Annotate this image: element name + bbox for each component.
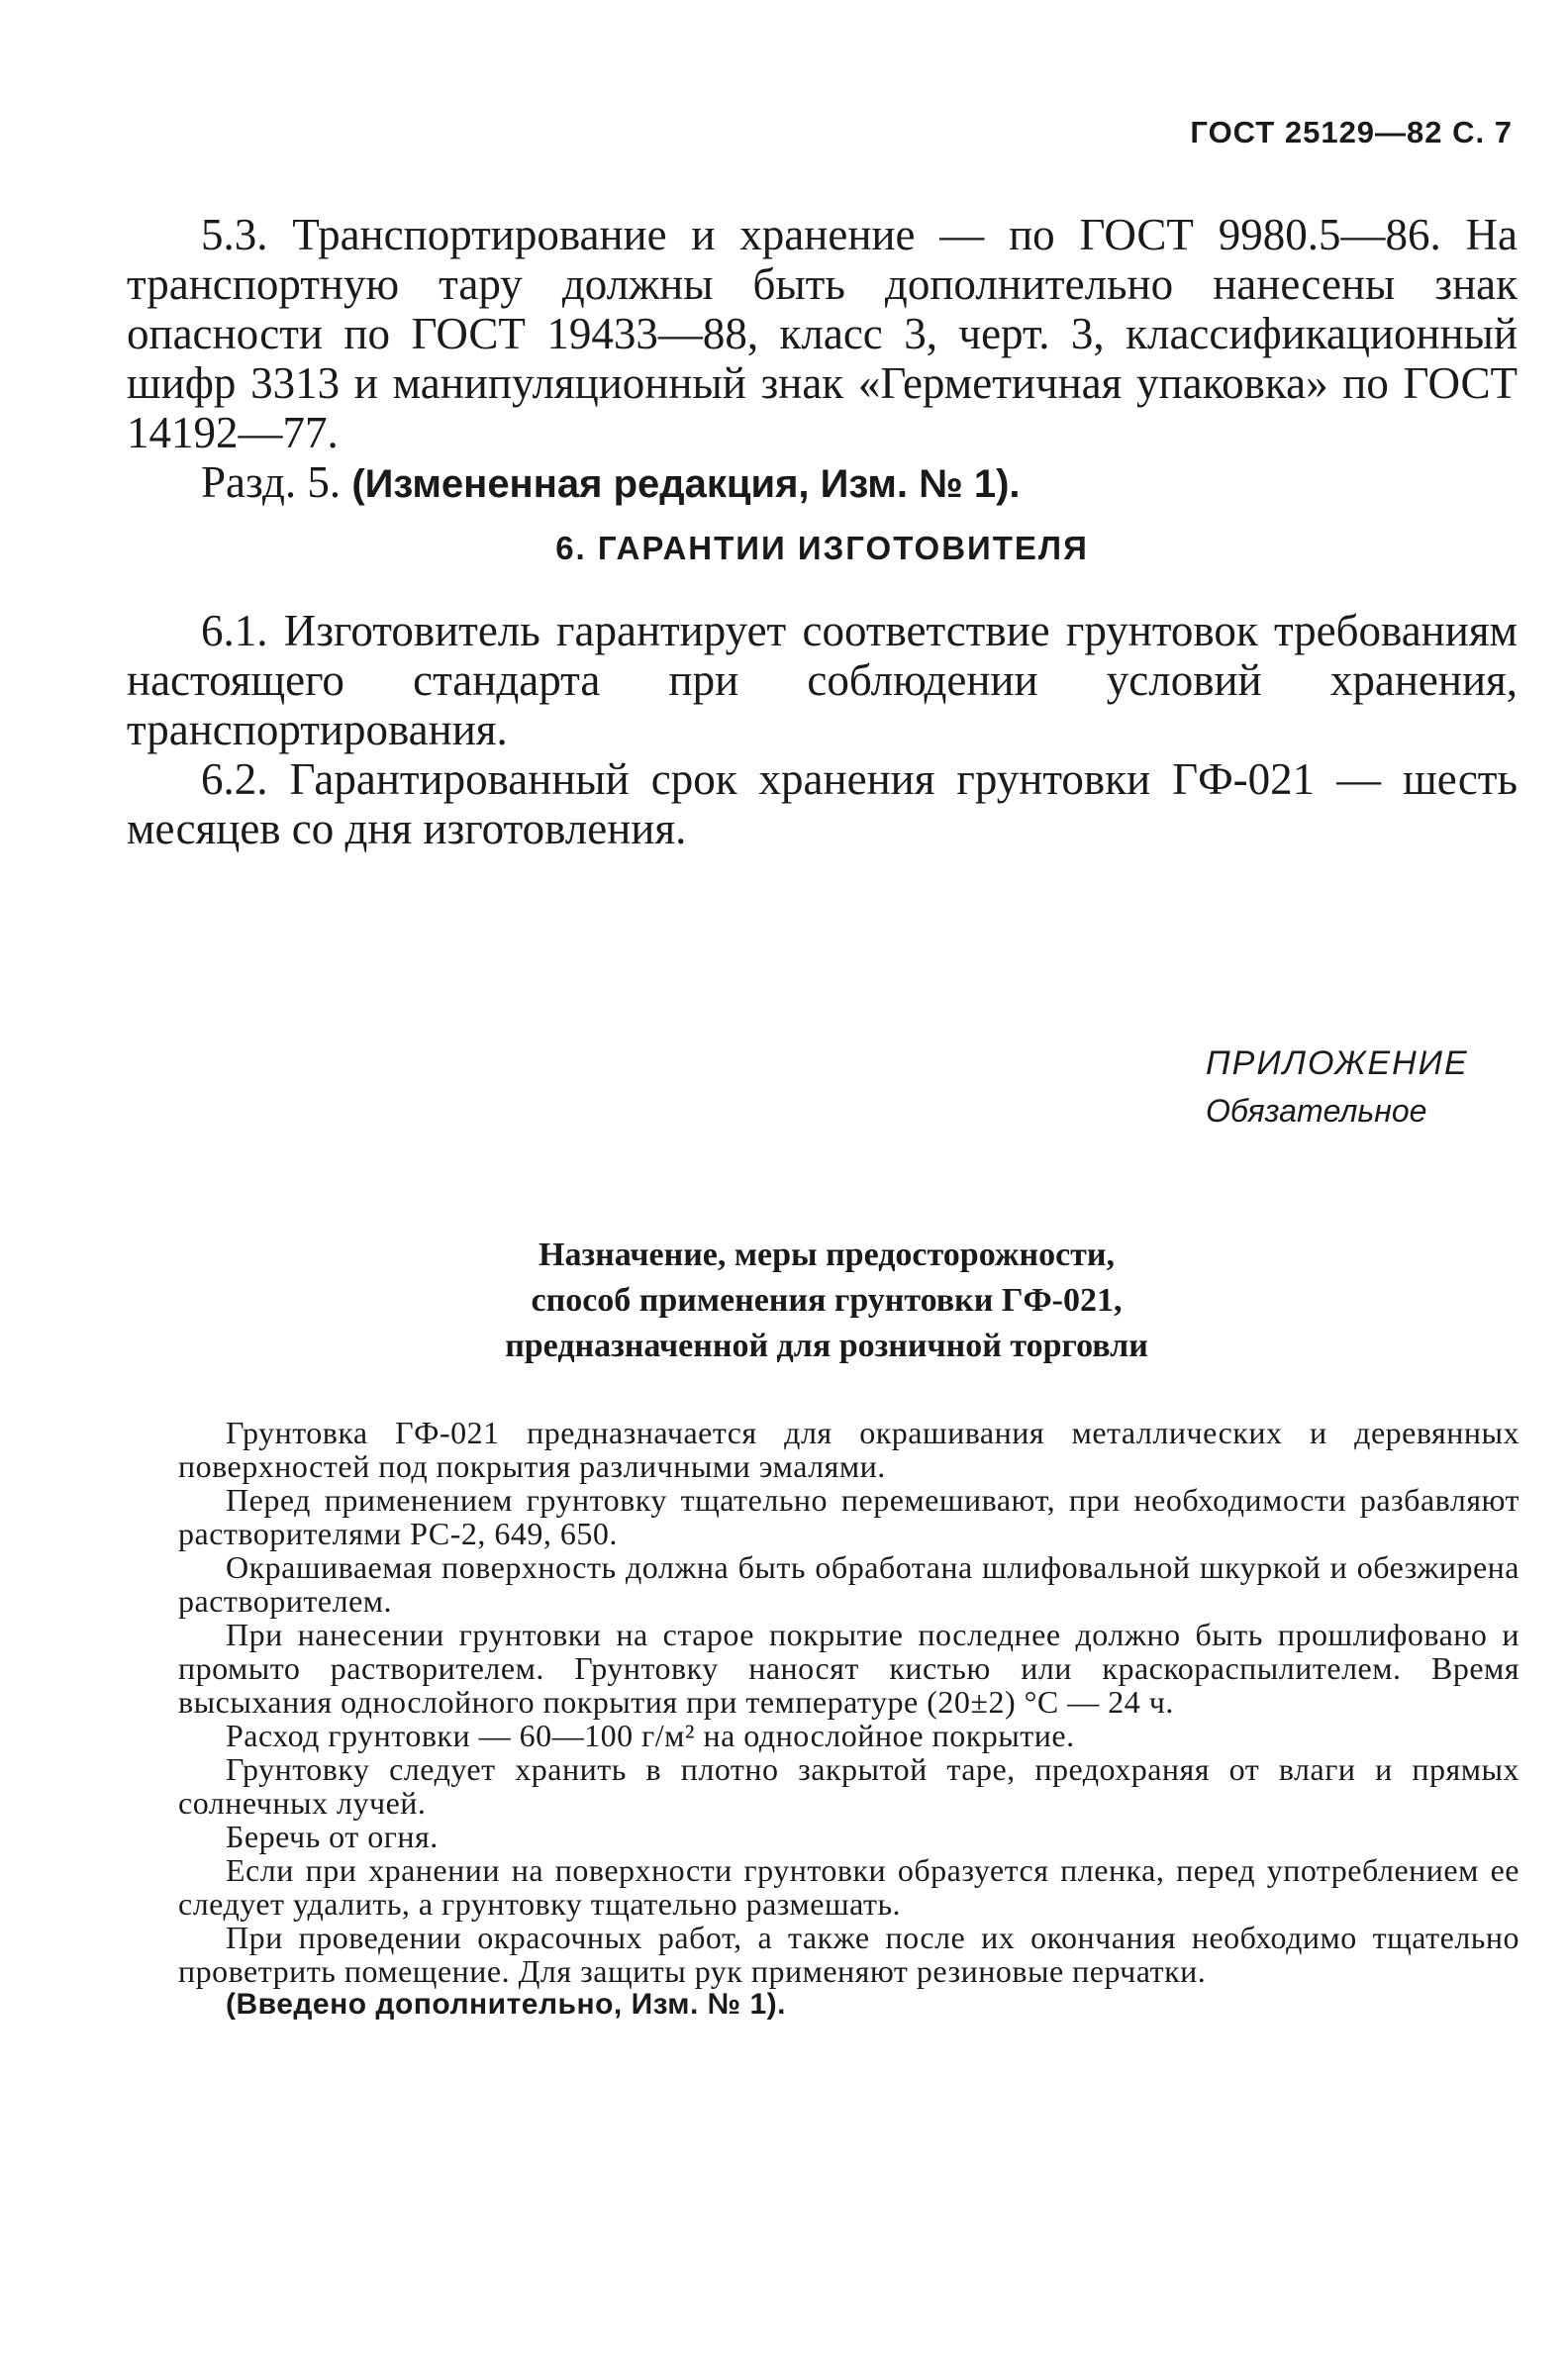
appendix-label-block	[1206, 1039, 1469, 1135]
appendix-label: ПРИЛОЖЕНИЕ	[1206, 1044, 1469, 1082]
appendix-paragraph: Грунтовка ГФ-021 предназначается для окрашивания металлических и деревянных поверхностей под покрытия различными эмалями.	[178, 1415, 1519, 1484]
appendix-sublabel: Обязательное	[1206, 1093, 1427, 1129]
appendix-title-line-3: предназначенной для розничной торговли	[505, 1328, 1148, 1364]
appendix-paragraph: Расход грунтовки — 60—100 г/м² на однослойное покрытие.	[226, 1718, 1075, 1753]
paragraph-6-1: 6.1. Изготовитель гарантирует соответствие грунтовок требованиям настоящего стандарта при соблюдении условий хранения, транспортирования.	[127, 606, 1518, 754]
appendix-paragraph: При проведении окрасочных работ, а также после их окончания необходимо тщательно проветрить помещение. Для защиты рук применяют резиновые перчатки.	[178, 1920, 1519, 1989]
appendix-paragraph: Если при хранении на поверхности грунтовки образуется пленка, перед употреблением ее следует удалить, а грунтовку тщательно размешать.	[178, 1852, 1519, 1922]
section-5-change-note	[127, 457, 1518, 509]
change-note-bold: (Измененная редакция, Изм. № 1).	[351, 462, 1021, 506]
appendix-title	[297, 1233, 1356, 1369]
appendix-title-line-1: Назначение, меры предосторожности,	[539, 1236, 1115, 1273]
appendix-title-line-2: способ применения грунтовки ГФ-021,	[531, 1282, 1123, 1319]
appendix-body	[178, 1416, 1519, 2022]
appendix-paragraph: Перед применением грунтовку тщательно перемешивают, при необходимости разбавляют растворителями РС-2, 649, 650.	[178, 1482, 1519, 1551]
appendix-paragraph: Беречь от огня.	[226, 1819, 439, 1854]
section-6-title: 6. ГАРАНТИИ ИЗГОТОВИТЕЛЯ	[555, 530, 1089, 566]
appendix-footer-note: (Введено дополнительно, Изм. № 1).	[226, 1988, 786, 2021]
section-5-block	[127, 210, 1518, 509]
paragraph-6-2: 6.2. Гарантированный срок хранения грунтовки ГФ-021 — шесть месяцев со дня изготовления.	[127, 754, 1518, 853]
change-note-prefix: Разд. 5.	[201, 457, 342, 507]
appendix-paragraph: Окрашиваемая поверхность должна быть обработана шлифовальной шкуркой и обезжирена растворителем.	[178, 1549, 1519, 1619]
paragraph-5-3: 5.3. Транспортирование и хранение — по ГОСТ 9980.5—86. На транспортную тару должны быть дополнительно нанесены знак опасности по ГОСТ 19433—88, класс 3, черт. 3, классификационный шифр 3313 и манипуляционный знак «Герметичная упаковка» по ГОСТ 14192—77.	[127, 210, 1518, 457]
appendix-paragraph: При нанесении грунтовки на старое покрытие последнее должно быть прошлифовано и промыто растворителем. Грунтовку наносят кистью или краскораспылителем. Время высыхания однослойного покрытия при температуре (20±2) °С — 24 ч.	[178, 1617, 1519, 1720]
page-header: ГОСТ 25129—82 С. 7	[1190, 115, 1513, 149]
appendix-paragraph: Грунтовку следует хранить в плотно закрытой таре, предохраняя от влаги и прямых солнечных лучей.	[178, 1751, 1519, 1821]
section-6-block	[127, 606, 1518, 853]
